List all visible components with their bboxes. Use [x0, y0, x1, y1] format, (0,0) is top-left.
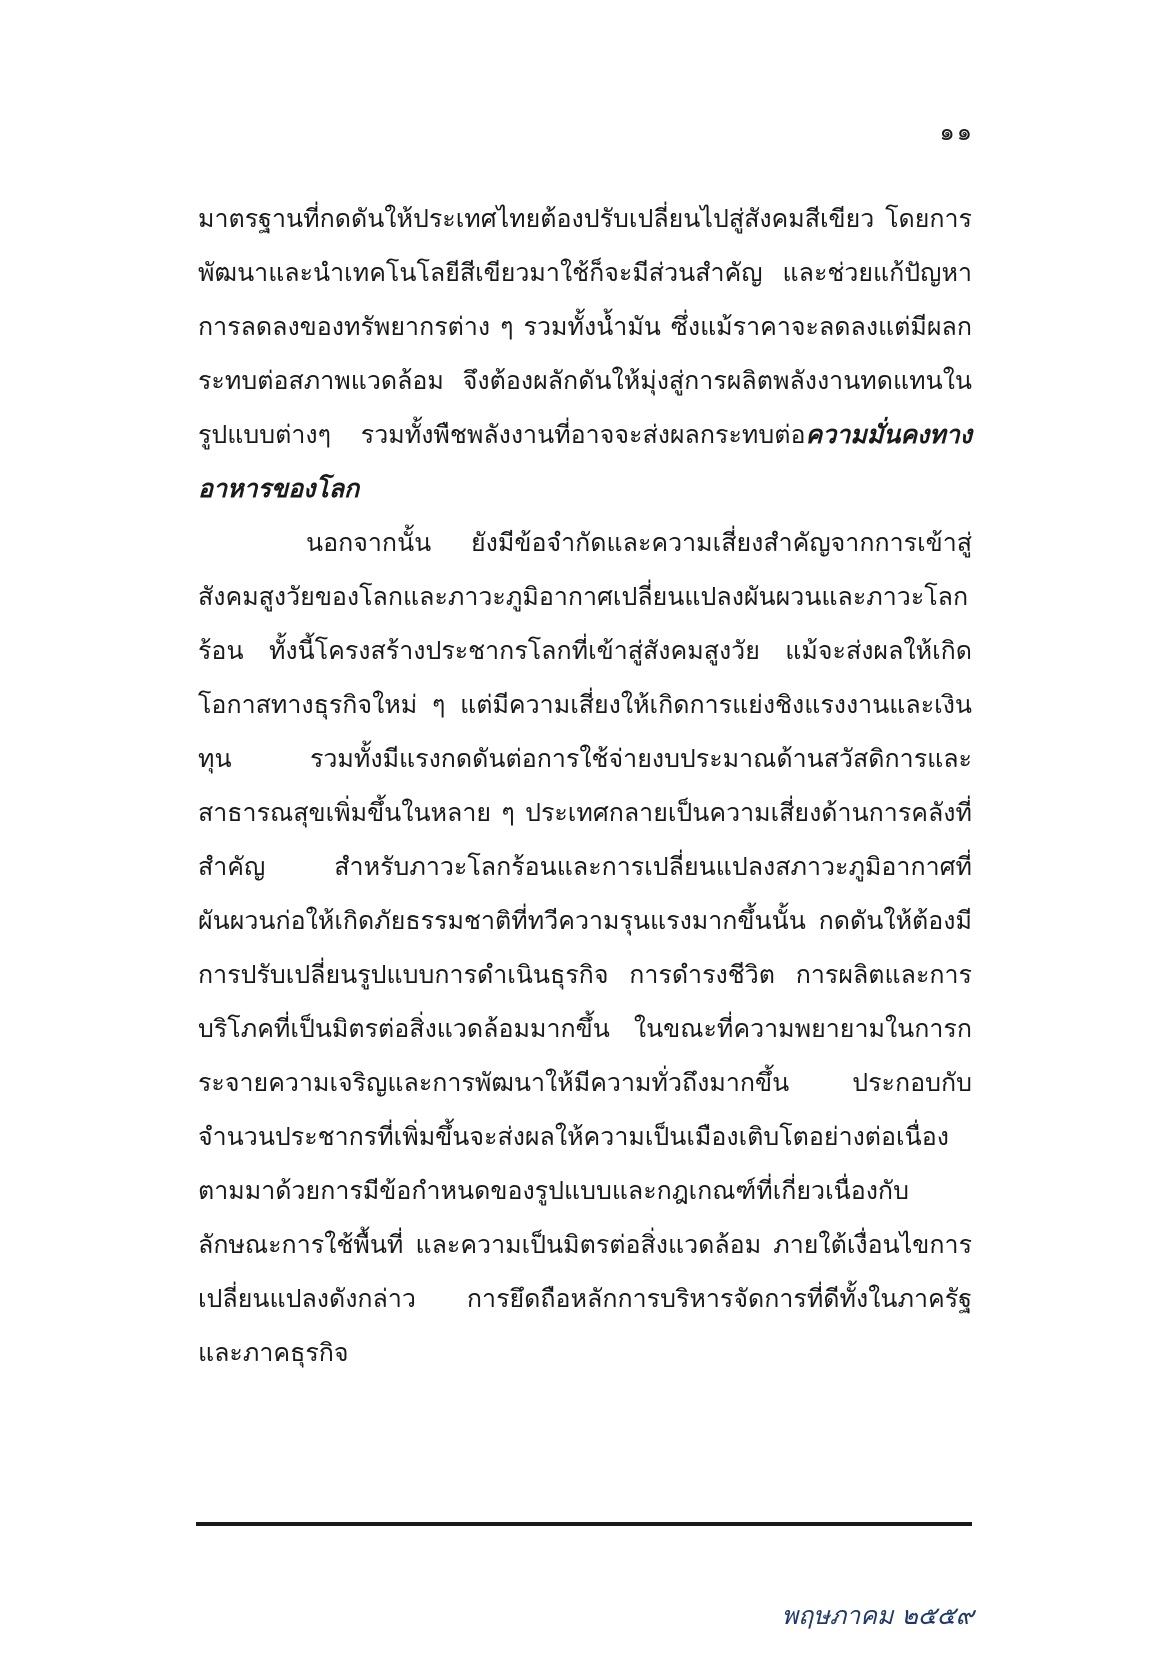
- footer-divider: [196, 1522, 972, 1526]
- paragraph-1-text: มาตรฐานที่กดดันให้ประเทศไทยต้องปรับเปลี่ยนไปสู่สังคมสีเขียว โดยการพัฒนาและนำเทคโนโลยีสีเขียวมาใช้ก็จะมีส่วนสำคัญ และช่วยแก้ปัญหาการลดลงของทรัพยากรต่าง ๆ รวมทั้งน้ำมัน ซึ่งแม้ราคาจะลดลงแต่มีผลกระทบต่อสภาพแวดล้อม จึงต้องผลักดันให้มุ่งสู่การผลิตพลังงานทดแทนในรูปแบบต่างๆ รวมทั้งพืชพลังงานที่อาจจะส่งผลกระทบต่อ: [198, 204, 972, 449]
- body-text: [198, 192, 972, 1380]
- paragraph-2: นอกจากนั้น ยังมีข้อจำกัดและความเสี่ยงสำคัญจากการเข้าสู่สังคมสูงวัยของโลกและภาวะภูมิอากาศเปลี่ยนแปลงผันผวนและภาวะโลกร้อน ทั้งนี้โครงสร้างประชากรโลกที่เข้าสู่สังคมสูงวัย แม้จะส่งผลให้เกิดโอกาสทางธุรกิจใหม่ ๆ แต่มีความเสี่ยงให้เกิดการแย่งชิงแรงงานและเงินทุน รวมทั้งมีแรงกดดันต่อการใช้จ่ายงบประมาณด้านสวัสดิการและสาธารณสุขเพิ่มขึ้นในหลาย ๆ ประเทศกลายเป็นความเสี่ยงด้านการคลังที่สำคัญ สำหรับภาวะโลกร้อนและการเปลี่ยนแปลงสภาวะภูมิอากาศที่ผันผวนก่อให้เกิดภัยธรรมชาติที่ทวีความรุนแรงมากขึ้นนั้น กดดันให้ต้องมีการปรับเปลี่ยนรูปแบบการดำเนินธุรกิจ การดำรงชีวิต การผลิตและการบริโภคที่เป็นมิตรต่อสิ่งแวดล้อมมากขึ้น ในขณะที่ความพยายามในการกระจายความเจริญและการพัฒนาให้มีความทั่วถึงมากขึ้น ประกอบกับจำนวนประชากรที่เพิ่มขึ้นจะส่งผลให้ความเป็นเมืองเติบโตอย่างต่อเนื่อง ตามมาด้วยการมีข้อกำหนดของรูปแบบและกฎเกณฑ์ที่เกี่ยวเนื่องกับลักษณะการใช้พื้นที่ และความเป็นมิตรต่อสิ่งแวดล้อม ภายใต้เงื่อนไขการเปลี่ยนแปลงดังกล่าว การยึดถือหลักการบริหารจัดการที่ดีทั้งในภาครัฐและภาคธุรกิจ: [198, 528, 972, 1367]
- page-number: ๑๑: [939, 118, 974, 146]
- paragraph-1-emphasis: ความมั่นคงทางอาหารของโลก: [198, 420, 972, 503]
- footer-date: พฤษภาคม ๒๕๕๙: [781, 1601, 974, 1630]
- paragraph-1: [198, 192, 972, 516]
